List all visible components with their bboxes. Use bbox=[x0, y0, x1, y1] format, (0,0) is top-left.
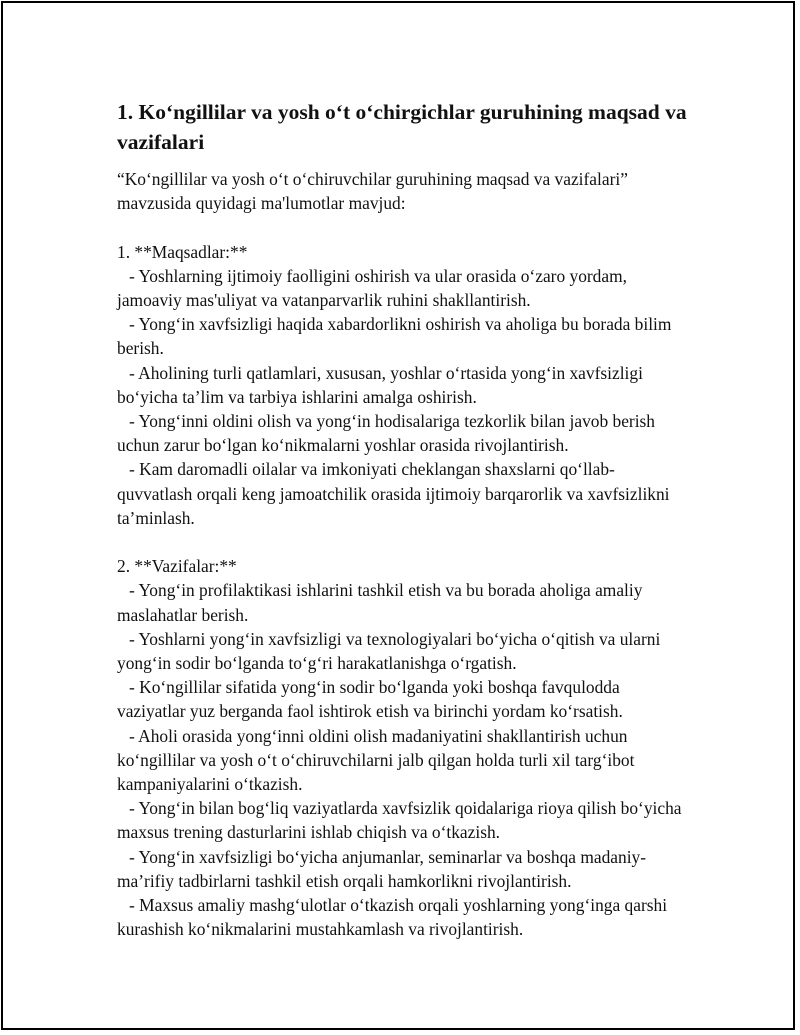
list-item: - Aholining turli qatlamlari, xususan, yoshlar o‘rtasida yong‘in xavfsizligi bo‘yicha ta’lim va tarbiya ishlarini amalga oshirish. bbox=[117, 362, 643, 407]
document-page bbox=[1, 1, 795, 1030]
section-goals bbox=[117, 240, 687, 530]
spacer bbox=[117, 215, 687, 239]
spacer bbox=[117, 530, 687, 554]
list-item: - Yong‘in xavfsizligi bo‘yicha anjumanlar, seminarlar va boshqa madaniy-ma’rifiy tadbirlarni tashkil etish orqali hamkorlikni rivojlantirish. bbox=[117, 846, 647, 891]
list-item: - Yong‘inni oldini olish va yong‘in hodisalariga tezkorlik bilan javob berish uchun zarur bo‘lgan ko‘nikmalarni yoshlar orasida rivojlantirish. bbox=[117, 411, 655, 456]
list-item: - Ko‘ngillilar sifatida yong‘in sodir bo‘lganda yoki boshqa favqulodda vaziyatlar yuz berganda faol ishtirok etish va birinchi yordam ko‘rsatish. bbox=[117, 677, 623, 722]
intro-paragraph: “Ko‘ngillilar va yosh o‘t o‘chiruvchilar guruhining maqsad va vazifalari” mavzusida quyidagi ma'lumotlar mavjud: bbox=[117, 169, 628, 214]
list-item: - Yong‘in bilan bog‘liq vaziyatlarda xavfsizlik qoidalariga rioya qilish bo‘yicha maxsus trening dasturlarini ishlab chiqish va o‘tkazish. bbox=[117, 798, 682, 843]
list-item: - Yong‘in xavfsizligi haqida xabardorlikni oshirish va aholiga bu borada bilim berish. bbox=[117, 314, 672, 359]
section-heading: 1. **Maqsadlar:** bbox=[117, 241, 248, 262]
list-item: - Maxsus amaliy mashg‘ulotlar o‘tkazish orqali yoshlarning yong‘inga qarshi kurashish ko‘nikmalarini mustahkamlash va rivojlantirish. bbox=[117, 895, 668, 940]
list-item: - Kam daromadli oilalar va imkoniyati cheklangan shaxslarni qo‘llab-quvvatlash orqali keng jamoatchilik orasida ijtimoiy barqarorlik va xavfsizlikni ta’minlash. bbox=[117, 459, 670, 528]
list-item: - Yong‘in profilaktikasi ishlarini tashkil etish va bu borada aholiga amaliy maslahatlar berish. bbox=[117, 580, 643, 625]
document-content bbox=[117, 97, 687, 941]
list-item: - Aholi orasida yong‘inni oldini olish madaniyatini shakllantirish uchun ko‘ngillilar va yosh o‘t o‘chiruvchilarni jalb qilgan holda turli xil targ‘ibot kampaniyalarini o‘tkazish. bbox=[117, 725, 635, 795]
list-item: - Yoshlarni yong‘in xavfsizligi va texnologiyalari bo‘yicha o‘qitish va ularni yong‘in sodir bo‘lganda to‘g‘ri harakatlanishga o‘rgatish. bbox=[117, 628, 661, 674]
section-heading: 2. **Vazifalar:** bbox=[117, 556, 237, 577]
section-tasks bbox=[117, 554, 687, 941]
list-item: - Yoshlarning ijtimoiy faolligini oshirish va ular orasida o‘zaro yordam, jamoaviy mas'uliyat va vatanparvarlik ruhini shakllantirish. bbox=[117, 265, 627, 310]
document-title: 1. Ko‘ngillilar va yosh o‘t o‘chirgichlar guruhining maqsad va vazifalari bbox=[117, 100, 687, 154]
